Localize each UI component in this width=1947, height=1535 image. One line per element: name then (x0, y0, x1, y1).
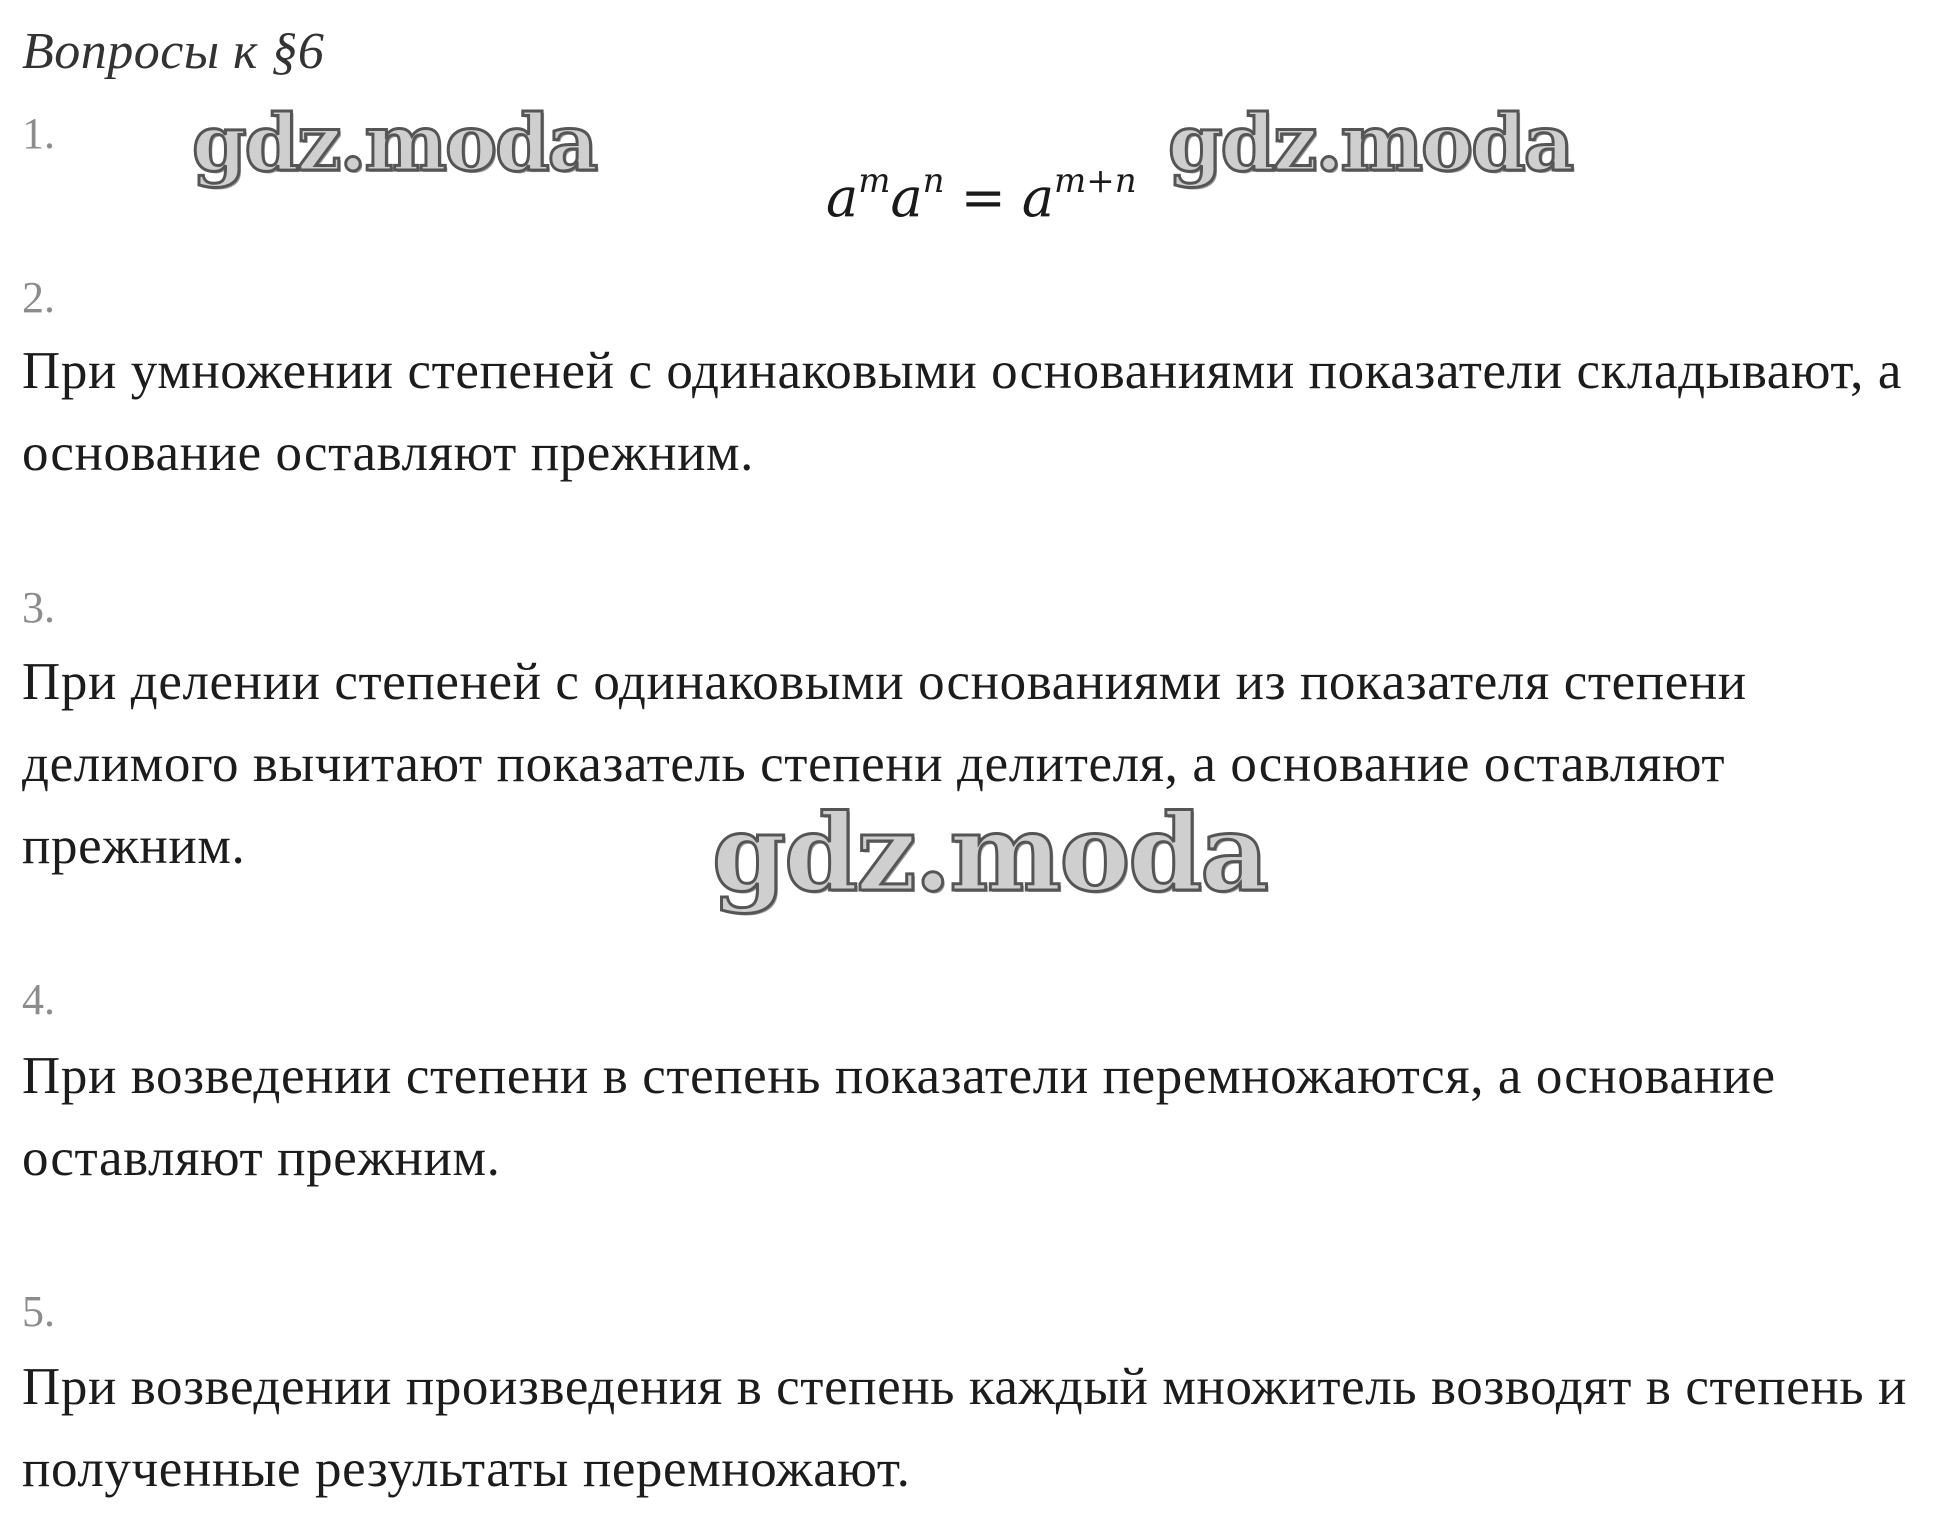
formula-equals: = (960, 166, 1006, 229)
watermark-logo: gdz.moda (192, 98, 597, 189)
answer-text-3: При делении степеней с одинаковыми основаниями из показателя степени делимого вычитают показатель степени делителя, а основание оставляют прежним. (22, 653, 1747, 875)
question-number-2: 2. (22, 273, 55, 322)
question-number-1: 1. (22, 109, 55, 158)
question-number-4: 4. (22, 975, 55, 1024)
formula-base: a (826, 166, 859, 229)
question-number-5: 5. (22, 1287, 55, 1336)
formula-exponent-n: n (922, 161, 945, 201)
formula-base: a (1021, 166, 1055, 229)
formula-base: a (890, 166, 923, 229)
formula-exponent-sum: m+n (1054, 161, 1137, 201)
watermark-logo: gdz.moda (712, 790, 1267, 915)
watermark-logo: gdz.moda (1168, 98, 1573, 189)
answer-text-4: При возведении степени в степень показатели перемножаются, а основание оставляют прежним. (22, 1047, 1776, 1187)
answer-text-5: При возведении произведения в степень каждый множитель возводят в степень и полученные результаты перемножают. (22, 1358, 1907, 1498)
section-heading: Вопросы к §6 (22, 23, 325, 80)
formula-product-of-powers (826, 161, 1137, 229)
formula-exponent-m: m (858, 161, 891, 201)
question-number-3: 3. (22, 583, 55, 632)
answer-text-2: При умножении степеней с одинаковыми основаниями показатели складывают, а основание оставляют прежним. (22, 342, 1903, 482)
